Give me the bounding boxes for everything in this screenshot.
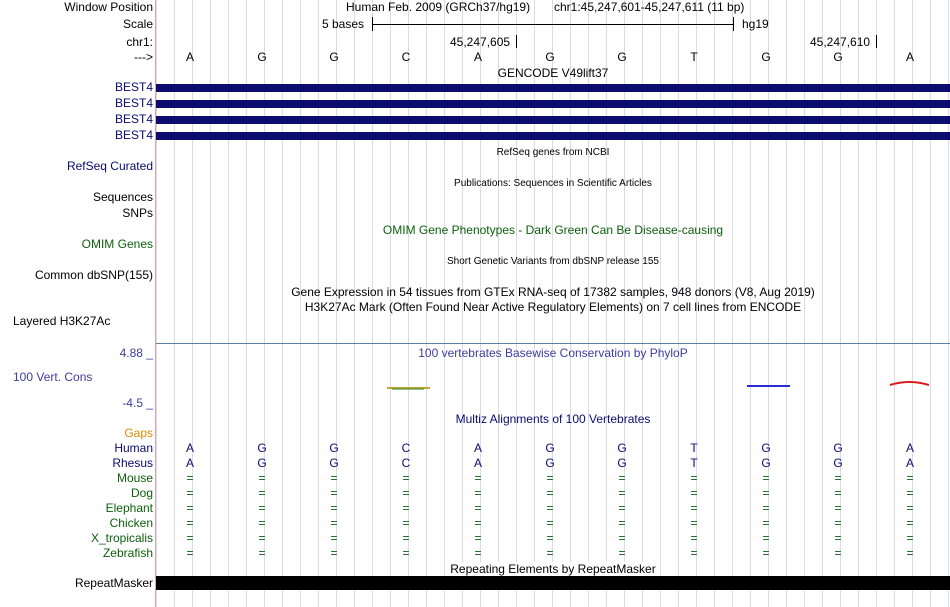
gtex-track-title[interactable]: Gene Expression in 54 tissues from GTEx RNA-seq of 17382 samples, 948 donors (V8, Aug 2019): [291, 285, 815, 299]
alignment-base: =: [906, 501, 914, 515]
gene-bar-3[interactable]: [156, 116, 950, 124]
alignment-base: =: [258, 501, 266, 515]
alignment-base: A: [473, 441, 482, 455]
alignment-base: G: [833, 456, 843, 470]
alignment-base: =: [546, 501, 554, 515]
alignment-base: =: [762, 531, 770, 545]
alignment-base: =: [690, 471, 698, 485]
conservation-plot: [156, 370, 950, 400]
alignment-base: =: [906, 546, 914, 560]
alignment-base: =: [906, 516, 914, 530]
coordinate-1-tick: [516, 35, 517, 48]
dbsnp-label[interactable]: Common dbSNP(155): [34, 268, 153, 282]
alignment-base: =: [762, 471, 770, 485]
coordinate-1: 45,247,605: [450, 35, 511, 49]
conservation-track-title[interactable]: 100 vertebrates Basewise Conservation by PhyloP: [418, 346, 688, 360]
alignment-base: =: [186, 546, 194, 560]
alignment-base: G: [833, 441, 843, 455]
alignment-base: G: [329, 441, 339, 455]
alignment-base: =: [834, 501, 842, 515]
alignment-base: A: [905, 441, 914, 455]
alignment-base: =: [258, 486, 266, 500]
alignment-base: G: [761, 441, 771, 455]
scale-bar: [372, 24, 733, 25]
species-label-elephant[interactable]: Elephant: [105, 501, 153, 515]
alignment-base: =: [546, 516, 554, 530]
gene-bar-2[interactable]: [156, 100, 950, 108]
conservation-min-value: -4.5 _: [122, 396, 153, 410]
alignment-base: =: [690, 546, 698, 560]
alignment-base: =: [762, 516, 770, 530]
base-letter: T: [690, 50, 698, 64]
chrom-label: chr1:: [126, 35, 153, 49]
alignment-base: =: [618, 471, 626, 485]
alignment-base: =: [186, 516, 194, 530]
alignment-base: =: [330, 531, 338, 545]
window-position-label: Window Position: [64, 0, 153, 14]
alignment-base: =: [330, 486, 338, 500]
alignment-base: T: [690, 441, 698, 455]
alignment-base: =: [474, 471, 482, 485]
species-label-rhesus[interactable]: Rhesus: [112, 456, 153, 470]
species-label-chicken[interactable]: Chicken: [109, 516, 153, 530]
alignment-base: =: [618, 501, 626, 515]
base-letter: G: [329, 50, 339, 64]
species-label-dog[interactable]: Dog: [130, 486, 153, 500]
alignment-base: =: [762, 486, 770, 500]
alignment-base: =: [834, 486, 842, 500]
base-letter: G: [833, 50, 843, 64]
alignment-base: =: [330, 516, 338, 530]
alignment-base: =: [618, 516, 626, 530]
alignment-base: G: [617, 441, 627, 455]
gene-bar-4[interactable]: [156, 132, 950, 140]
base-letter: G: [761, 50, 771, 64]
alignment-base: =: [834, 546, 842, 560]
alignment-base: =: [258, 531, 266, 545]
refseq-label[interactable]: RefSeq Curated: [66, 159, 153, 173]
base-letter: A: [905, 50, 914, 64]
alignment-base: =: [258, 471, 266, 485]
scale-bases: 5 bases: [322, 17, 365, 31]
alignment-base: =: [834, 471, 842, 485]
alignment-base: A: [473, 456, 482, 470]
alignment-base: =: [402, 546, 410, 560]
alignment-base: =: [618, 486, 626, 500]
alignment-base: C: [401, 456, 411, 470]
dbsnp-track-title[interactable]: Short Genetic Variants from dbSNP release 155: [447, 256, 659, 267]
species-label-zebrafish[interactable]: Zebrafish: [102, 546, 153, 560]
conservation-max-value: 4.88 _: [119, 346, 153, 360]
base-letter: G: [257, 50, 267, 64]
coordinate-2-tick: [876, 35, 877, 48]
h3k27ac-track-title[interactable]: H3K27Ac Mark (Often Found Near Active Regulatory Elements) on 7 cell lines from ENCODE: [304, 300, 802, 314]
scale-bar-right-tick: [733, 17, 734, 31]
repeatmasker-track-title[interactable]: [156, 562, 950, 577]
scale-label: Scale: [122, 17, 153, 31]
alignment-base: G: [329, 456, 339, 470]
alignment-base: =: [258, 546, 266, 560]
alignment-base: G: [617, 456, 627, 470]
alignment-base: =: [690, 486, 698, 500]
gene-label-1[interactable]: BEST4: [114, 80, 153, 94]
alignment-base: =: [474, 546, 482, 560]
alignment-base: =: [402, 531, 410, 545]
gene-bar-1[interactable]: [156, 84, 950, 92]
alignment-base: =: [546, 531, 554, 545]
gene-label-4[interactable]: BEST4: [114, 128, 153, 142]
base-letter: A: [185, 50, 194, 64]
alignment-base: =: [546, 486, 554, 500]
alignment-base: T: [690, 456, 698, 470]
alignment-base: =: [618, 546, 626, 560]
repeatmasker-title-text[interactable]: Repeating Elements by RepeatMasker: [450, 562, 656, 576]
species-label-x_tropicalis[interactable]: X_tropicalis: [90, 531, 153, 545]
alignment-base: =: [546, 471, 554, 485]
alignment-base: =: [186, 501, 194, 515]
alignment-base: =: [402, 471, 410, 485]
alignment-base: =: [618, 531, 626, 545]
alignment-base: =: [834, 531, 842, 545]
h3k27ac-label[interactable]: Layered H3K27Ac: [13, 314, 111, 328]
alignment-base: =: [186, 471, 194, 485]
alignment-base: =: [906, 486, 914, 500]
species-label-mouse[interactable]: Mouse: [116, 471, 153, 485]
gene-label-2[interactable]: BEST4: [114, 96, 153, 110]
gencode-track-title[interactable]: GENCODE V49lift37: [497, 66, 609, 80]
alignment-base: =: [402, 516, 410, 530]
alignment-base: =: [906, 531, 914, 545]
alignment-base: =: [186, 486, 194, 500]
position-range[interactable]: chr1:45,247,601-45,247,611 (11 bp): [554, 0, 745, 14]
base-letter: G: [617, 50, 627, 64]
alignment-base: A: [905, 456, 914, 470]
alignment-base: A: [185, 456, 194, 470]
alignment-base: =: [258, 516, 266, 530]
alignment-base: =: [690, 516, 698, 530]
base-letter: A: [473, 50, 482, 64]
alignment-base: A: [185, 441, 194, 455]
alignment-base: =: [474, 516, 482, 530]
alignment-base: =: [330, 546, 338, 560]
alignment-base: =: [906, 471, 914, 485]
alignment-base: =: [834, 516, 842, 530]
assembly-title: Human Feb. 2009 (GRCh37/hg19): [346, 0, 531, 14]
multiz-track-title[interactable]: Multiz Alignments of 100 Vertebrates: [455, 412, 651, 426]
alignment-base: G: [257, 441, 267, 455]
h3k27ac-baseline: [156, 343, 950, 344]
strand-label: --->: [134, 50, 153, 64]
coordinate-2: 45,247,610: [810, 35, 871, 49]
alignment-base: G: [257, 456, 267, 470]
alignment-base: =: [546, 546, 554, 560]
alignment-base: =: [402, 501, 410, 515]
alignment-base: =: [330, 471, 338, 485]
publications-track-title[interactable]: Publications: Sequences in Scientific Articles: [454, 178, 652, 189]
alignment-base: =: [402, 486, 410, 500]
alignment-base: G: [761, 456, 771, 470]
repeatmasker-bar[interactable]: [156, 576, 950, 590]
refseq-track-title[interactable]: RefSeq genes from NCBI: [496, 147, 610, 158]
alignment-base: =: [690, 501, 698, 515]
alignment-base: =: [474, 531, 482, 545]
gaps-label: Gaps: [124, 426, 153, 440]
sequences-label[interactable]: Sequences: [92, 190, 153, 204]
alignment-base: =: [330, 501, 338, 515]
alignment-base: =: [762, 546, 770, 560]
alignment-base: =: [690, 531, 698, 545]
conservation-label[interactable]: 100 Vert. Cons: [13, 370, 93, 384]
species-label-human[interactable]: Human: [114, 441, 153, 455]
alignment-base: =: [762, 501, 770, 515]
conservation-segment-red: [890, 382, 929, 385]
alignment-base: C: [401, 441, 411, 455]
omim-track-title[interactable]: OMIM Gene Phenotypes - Dark Green Can Be Disease-causing: [382, 223, 724, 237]
omim-label[interactable]: OMIM Genes: [81, 237, 153, 251]
alignment-base: =: [186, 531, 194, 545]
base-letter: G: [545, 50, 555, 64]
alignment-base: =: [474, 486, 482, 500]
scale-db: hg19: [742, 17, 769, 31]
gene-label-3[interactable]: BEST4: [114, 112, 153, 126]
alignment-base: G: [545, 441, 555, 455]
repeatmasker-label[interactable]: RepeatMasker: [74, 576, 153, 590]
alignment-base: =: [474, 501, 482, 515]
snps-label[interactable]: SNPs: [122, 206, 153, 220]
base-letter: C: [401, 50, 411, 64]
alignment-base: G: [545, 456, 555, 470]
